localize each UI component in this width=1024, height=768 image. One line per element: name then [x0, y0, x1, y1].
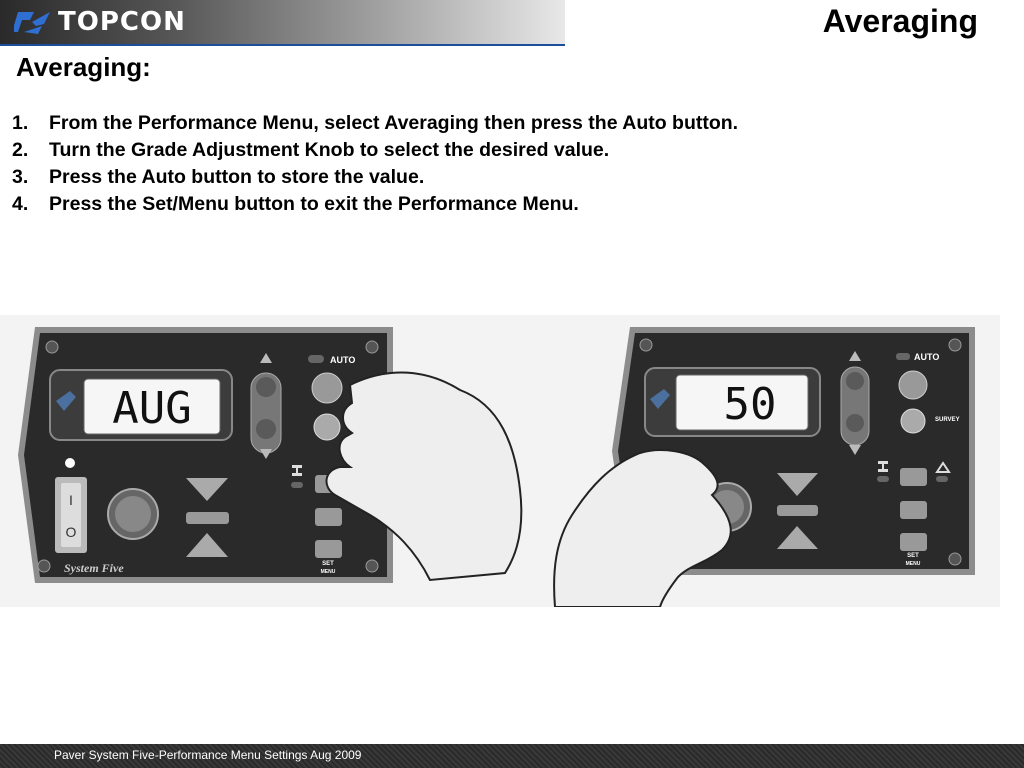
left-survey-button[interactable] — [314, 414, 340, 440]
left-brand-label: System Five — [64, 561, 124, 575]
instruction-step — [12, 164, 738, 191]
step-text: Turn the Grade Adjustment Knob to select the desired value. — [49, 139, 610, 161]
left-auto-button[interactable] — [312, 373, 342, 403]
instruction-step — [12, 191, 738, 218]
right-function-button[interactable] — [900, 501, 927, 519]
header-band — [0, 0, 565, 46]
right-mode-button[interactable] — [900, 468, 927, 486]
left-set-menu-button[interactable] — [315, 540, 342, 558]
right-survey-button[interactable] — [901, 409, 925, 433]
right-menu-label: MENU — [905, 561, 921, 567]
instruction-list — [12, 110, 738, 218]
left-auto-label: AUTO — [330, 355, 356, 365]
control-box-figure — [0, 315, 1000, 607]
instruction-step — [12, 137, 738, 164]
step-text: Press the Auto button to store the value. — [49, 166, 425, 188]
turning-hand — [554, 450, 731, 607]
left-lcd-readout: AUG — [112, 383, 192, 434]
step-text: Press the Set/Menu button to exit the Performance Menu. — [49, 193, 579, 215]
step-number: 2. — [12, 139, 29, 161]
footer-caption: Paver System Five-Performance Menu Settings Aug 2009 — [54, 748, 362, 762]
left-power-off-mark: O — [65, 524, 77, 540]
right-set-label: SET — [907, 553, 919, 559]
control-box-illustration — [0, 315, 1000, 607]
left-function-button[interactable] — [315, 508, 342, 526]
section-heading: Averaging: — [16, 52, 151, 82]
step-text: From the Performance Menu, select Averaging then press the Auto button. — [49, 112, 739, 134]
right-set-menu-button[interactable] — [900, 533, 927, 551]
right-auto-label: AUTO — [914, 352, 940, 362]
left-control-box — [18, 327, 521, 583]
left-menu-label: MENU — [320, 569, 336, 575]
left-center-bar-button[interactable] — [186, 512, 229, 524]
logo-wordmark: TOPCON — [58, 7, 186, 37]
step-number: 4. — [12, 193, 29, 215]
right-control-box — [554, 327, 975, 607]
step-number: 1. — [12, 112, 29, 134]
step-number: 3. — [12, 166, 29, 188]
right-center-bar-button[interactable] — [777, 505, 818, 516]
footer-bar — [0, 744, 1024, 768]
instruction-step — [12, 110, 738, 137]
right-survey-label: SURVEY — [935, 417, 960, 423]
right-auto-button[interactable] — [899, 371, 927, 399]
topcon-logo-icon — [14, 8, 54, 36]
topcon-logo — [14, 6, 186, 38]
left-set-label: SET — [322, 561, 334, 567]
left-power-on-mark: I — [69, 492, 73, 508]
right-lcd-readout: 50 — [723, 379, 777, 430]
slide-title: Averaging — [822, 3, 978, 39]
